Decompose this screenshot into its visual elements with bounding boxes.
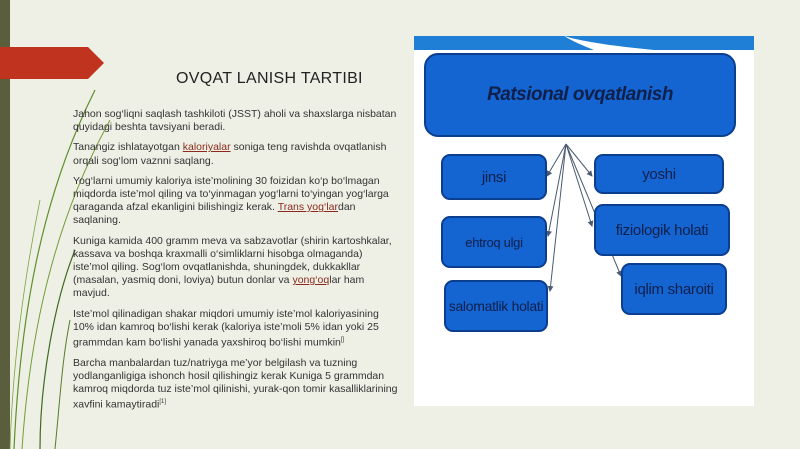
paragraph-5-reference[interactable]: []: [340, 337, 345, 344]
diagram-node-yoshi: yoshi: [594, 154, 724, 194]
paragraph-1: Jahon sog‘liqni saqlash tashkiloti (JSST) aholi va shaxslarga nisbatan quyidagi beshta tavsiyani beradi.: [73, 108, 397, 134]
paragraph-3-text-a: Yog‘larni umumiy kaloriya iste’molining 30 foizidan ko‘p bo‘lmagan miqdorda iste’mol qiling va to‘yinmagan yog‘larni to‘yingan yog‘larga qaraganda afzal ekanligini bilishingiz kerak.: [73, 174, 389, 214]
nutrition-diagram: [414, 36, 754, 406]
slide-title: OVQAT LANISH TARTIBI: [176, 70, 363, 87]
diagram-node-fiziologik: fiziologik holati: [594, 204, 730, 256]
diagram-node-salomatlik: salomatlik holati: [444, 280, 548, 332]
paragraph-4-text-a: Kuniga kamida 400 gramm meva va sabzavotlar (shirin kartoshkalar, kassava va boshqa kraxmalli o‘simliklarni hisobga olmaganda) iste’mol qiling. Sog‘lom ovqatlanishda, shuningdek, dukkakllar (masalan, yasmiq doni, loviya) butun donlar va: [73, 234, 392, 287]
paragraph-6-text: Barcha manbalardan tuz/natriyga me’yor belgilash va tuzning yodlanganligiga ishonch hosil qilishingiz kerak Kuniga 5 grammdan kamroq miqdorda tuz iste’mol qilinishi, yurak-qon tomir kasalliklarining xavfini kamaytiradi: [73, 356, 398, 411]
diagram-root-label: Ratsional ovqatlanish: [487, 84, 673, 105]
diagram-root-node: [424, 53, 736, 137]
paragraph-2-text-b: soniga teng ravishda ovqatlanish orqali sog‘lom vaznni saqlang.: [73, 141, 387, 167]
paragraph-5: [73, 308, 398, 350]
paragraph-4: [73, 235, 398, 301]
link-kaloriyalar[interactable]: kaloriyalar: [182, 141, 231, 154]
slide-body: [73, 108, 398, 419]
diagram-node-mehnat: ehtroq ulgi: [441, 216, 547, 268]
link-trans-yoglar[interactable]: Trans yog‘lar: [277, 201, 338, 214]
link-yongoq[interactable]: yong‘oq: [292, 274, 330, 287]
paragraph-6-reference[interactable]: [1]: [159, 399, 167, 406]
diagram-node-iqlim: iqlim sharoiti: [621, 263, 727, 315]
paragraph-3: [73, 175, 398, 228]
paragraph-4-text-b: lar ham mavjud.: [73, 274, 365, 300]
title-marker-tab: [0, 47, 104, 79]
diagram-node-jinsi: jinsi: [441, 154, 547, 200]
paragraph-3-text-b: dan saqlaning.: [73, 201, 356, 227]
paragraph-6: [73, 357, 398, 412]
paragraph-2: [73, 141, 398, 167]
paragraph-2-text-a: Tanangiz ishlatayotgan: [73, 141, 183, 154]
paragraph-5-text: Iste’mol qilinadigan shakar miqdori umumiy iste’mol kaloriyasining 10% idan kamroq bo‘lishi kerak (kaloriya iste’moli 5% idan yoki 25 grammdan kam bo‘lishi yanada yaxshiroq bo‘lishi mumkin: [73, 307, 379, 349]
